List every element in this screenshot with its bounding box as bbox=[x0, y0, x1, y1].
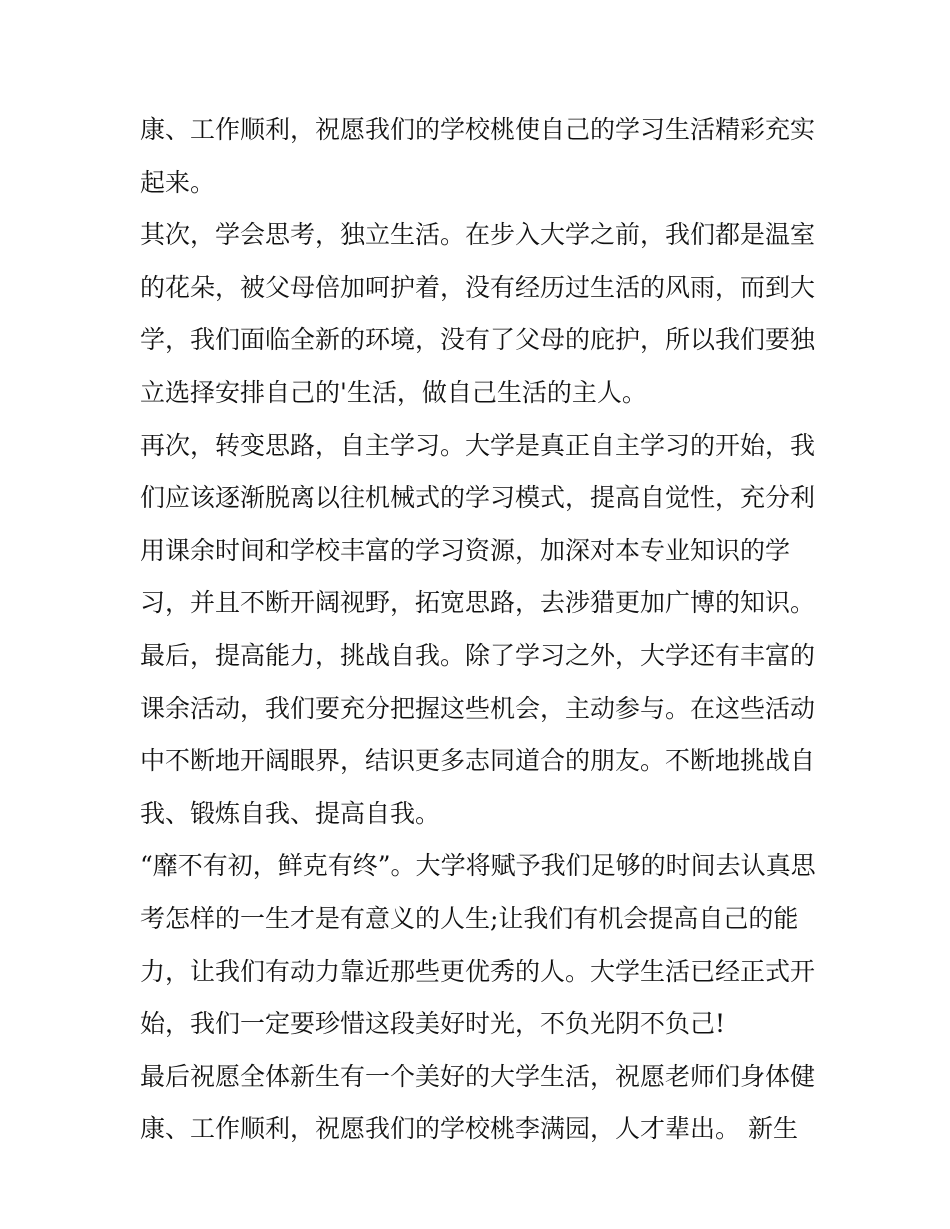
text-line: 们应该逐渐脱离以往机械式的学习模式，提高自觉性，充分利 bbox=[140, 483, 816, 513]
text-line: 立选择安排自己的'生活，做自己生活的主人。 bbox=[140, 377, 647, 407]
text-line: 课余活动，我们要充分把握这些机会，主动参与。在这些活动 bbox=[140, 693, 816, 723]
text-line: 中不断地开阔眼界，结识更多志同道合的朋友。不断地挑战自 bbox=[140, 746, 816, 776]
text-line: “靡不有初，鲜克有终”。大学将赋予我们足够的时间去认真思 bbox=[140, 851, 816, 881]
text-line: 最后祝愿全体新生有一个美好的大学生活，祝愿老师们身体健 bbox=[140, 1061, 816, 1091]
text-line: 起来。 bbox=[140, 167, 216, 197]
text-line: 始，我们一定要珍惜这段美好时光，不负光阴不负己! bbox=[140, 1009, 726, 1039]
text-line: 考怎样的一生才是有意义的人生;让我们有机会提高自己的能 bbox=[140, 903, 799, 933]
text-line: 习，并且不断开阔视野，拓宽思路，去涉猎更加广博的知识。 bbox=[140, 588, 816, 618]
text-line: 康、工作顺利，祝愿我们的学校桃李满园，人才辈出。 新生 bbox=[140, 1114, 798, 1144]
text-line: 我、锻炼自我、提高自我。 bbox=[140, 798, 441, 828]
text-line: 力，让我们有动力靠近那些更优秀的人。大学生活已经正式开 bbox=[140, 956, 816, 986]
text-line: 的花朵，被父母倍加呵护着，没有经历过生活的风雨，而到大 bbox=[140, 272, 816, 302]
body-text bbox=[140, 104, 820, 1156]
text-line: 其次，学会思考，独立生活。在步入大学之前，我们都是温室 bbox=[140, 220, 816, 250]
text-line: 用课余时间和学校丰富的学习资源，加深对本专业知识的学 bbox=[140, 535, 791, 565]
text-line: 再次，转变思路，自主学习。大学是真正自主学习的开始，我 bbox=[140, 430, 816, 460]
text-line: 学，我们面临全新的环境，没有了父母的庇护，所以我们要独 bbox=[140, 325, 816, 355]
text-line: 康、工作顺利，祝愿我们的学校桃使自己的学习生活精彩充实 bbox=[140, 115, 816, 144]
text-line: 最后，提高能力，挑战自我。除了学习之外，大学还有丰富的 bbox=[140, 640, 816, 670]
